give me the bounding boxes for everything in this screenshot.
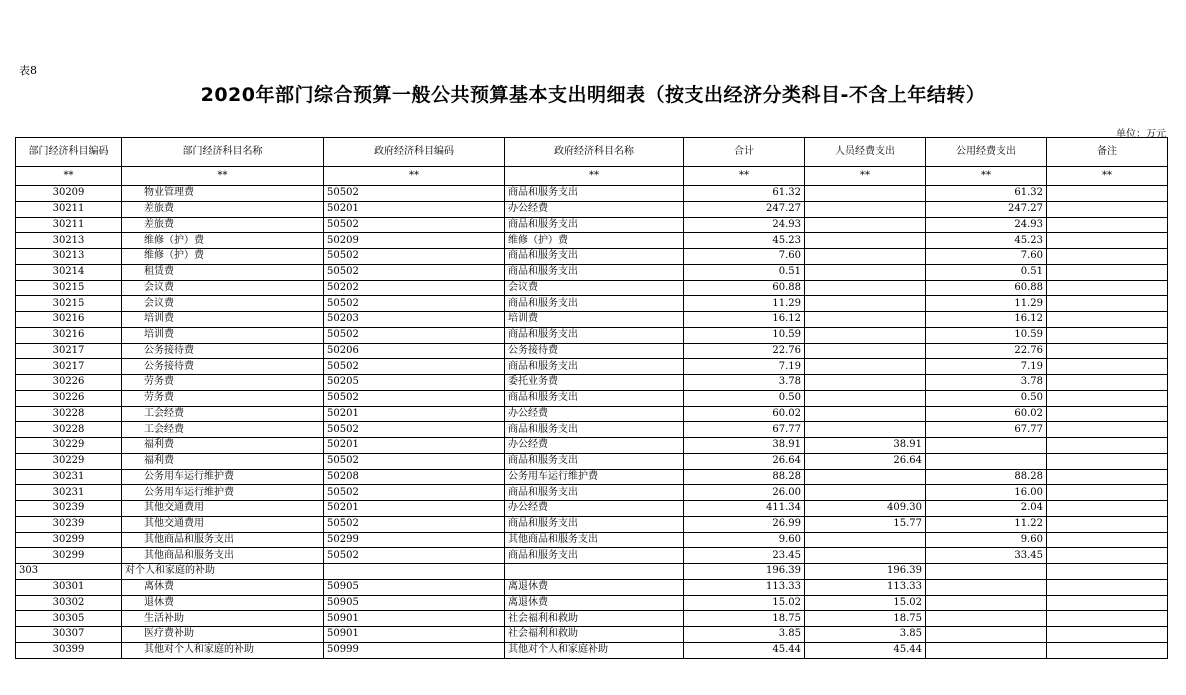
table-row [16, 485, 1168, 501]
dept-name-cell: 其他商品和服务支出 [122, 532, 324, 548]
personnel-cell: 18.75 [805, 611, 926, 627]
table-row [16, 501, 1168, 517]
personnel-cell [805, 201, 926, 217]
table-row [16, 438, 1168, 454]
public-cell: 2.04 [926, 501, 1047, 517]
header-note: 备注 [1047, 138, 1168, 167]
dept-name-cell: 物业管理费 [122, 186, 324, 202]
unit-label: 单位：万元 [1116, 129, 1166, 140]
dept-code-cell: 30213 [16, 249, 122, 265]
dept-code-cell: 30213 [16, 233, 122, 249]
dept-code-cell: 30239 [16, 516, 122, 532]
gov-name-cell: 委托业务费 [505, 375, 684, 391]
personnel-cell [805, 186, 926, 202]
dept-code-cell: 30217 [16, 343, 122, 359]
total-cell: 3.78 [684, 375, 805, 391]
public-cell: 24.93 [926, 217, 1047, 233]
table-row [16, 312, 1168, 328]
dept-name-cell: 差旅费 [122, 201, 324, 217]
personnel-cell [805, 485, 926, 501]
header-gov-code: 政府经济科目编码 [324, 138, 505, 167]
personnel-cell [805, 280, 926, 296]
personnel-cell: 196.39 [805, 564, 926, 580]
total-cell: 113.33 [684, 579, 805, 595]
dept-name-cell: 维修（护）费 [122, 249, 324, 265]
personnel-cell [805, 548, 926, 564]
document-title: 2020年部门综合预算一般公共预算基本支出明细表（按支出经济分类科目-不含上年结转） [200, 84, 986, 106]
dept-name-cell: 公务用车运行维护费 [122, 485, 324, 501]
dept-name-cell: 其他对个人和家庭的补助 [122, 642, 324, 658]
public-cell: 7.60 [926, 249, 1047, 265]
gov-code-cell: 50905 [324, 579, 505, 595]
note-cell [1047, 359, 1168, 375]
header-dept-code: 部门经济科目编码 [16, 138, 122, 167]
gov-name-cell: 商品和服务支出 [505, 390, 684, 406]
public-cell: 45.23 [926, 233, 1047, 249]
gov-name-cell: 商品和服务支出 [505, 264, 684, 280]
total-cell: 23.45 [684, 548, 805, 564]
gov-code-cell: 50502 [324, 548, 505, 564]
personnel-cell [805, 249, 926, 265]
gov-name-cell: 商品和服务支出 [505, 485, 684, 501]
dept-code-cell: 30239 [16, 501, 122, 517]
total-cell: 45.44 [684, 642, 805, 658]
note-cell [1047, 485, 1168, 501]
total-cell: 88.28 [684, 469, 805, 485]
table-number-label: 表8 [19, 64, 37, 77]
header-personnel: 人员经费支出 [805, 138, 926, 167]
gov-name-cell: 商品和服务支出 [505, 296, 684, 312]
note-cell [1047, 532, 1168, 548]
table-row [16, 390, 1168, 406]
gov-name-cell: 离退休费 [505, 595, 684, 611]
gov-code-cell: 50901 [324, 611, 505, 627]
gov-name-cell: 办公经费 [505, 438, 684, 454]
dept-code-cell: 30231 [16, 485, 122, 501]
total-cell: 3.85 [684, 627, 805, 643]
dept-code-cell: 30215 [16, 296, 122, 312]
gov-code-cell: 50905 [324, 595, 505, 611]
personnel-cell: 3.85 [805, 627, 926, 643]
note-cell [1047, 264, 1168, 280]
table-row [16, 469, 1168, 485]
public-cell: 10.59 [926, 327, 1047, 343]
expenditure-table [15, 137, 1168, 659]
dept-name-cell: 会议费 [122, 296, 324, 312]
placeholder-cell: ** [122, 167, 324, 186]
dept-code-cell: 30305 [16, 611, 122, 627]
personnel-cell [805, 264, 926, 280]
gov-code-cell: 50502 [324, 217, 505, 233]
personnel-cell [805, 359, 926, 375]
gov-name-cell: 办公经费 [505, 201, 684, 217]
dept-name-cell: 对个人和家庭的补助 [122, 564, 324, 580]
dept-name-cell: 租赁费 [122, 264, 324, 280]
personnel-cell [805, 532, 926, 548]
table-row [16, 375, 1168, 391]
gov-name-cell: 办公经费 [505, 406, 684, 422]
public-cell [926, 453, 1047, 469]
table-row [16, 186, 1168, 202]
public-cell: 7.19 [926, 359, 1047, 375]
dept-name-cell: 其他交通费用 [122, 516, 324, 532]
dept-code-cell: 30301 [16, 579, 122, 595]
personnel-cell [805, 390, 926, 406]
dept-code-cell: 30302 [16, 595, 122, 611]
personnel-cell [805, 217, 926, 233]
dept-name-cell: 培训费 [122, 312, 324, 328]
public-cell: 16.00 [926, 485, 1047, 501]
dept-name-cell: 其他交通费用 [122, 501, 324, 517]
gov-code-cell: 50206 [324, 343, 505, 359]
personnel-cell: 15.02 [805, 595, 926, 611]
gov-name-cell: 商品和服务支出 [505, 249, 684, 265]
personnel-cell [805, 233, 926, 249]
note-cell [1047, 611, 1168, 627]
placeholder-cell: ** [926, 167, 1047, 186]
gov-name-cell: 商品和服务支出 [505, 453, 684, 469]
dept-name-cell: 工会经费 [122, 422, 324, 438]
public-cell: 9.60 [926, 532, 1047, 548]
note-cell [1047, 501, 1168, 517]
dept-code-cell: 303 [16, 564, 122, 580]
gov-code-cell: 50208 [324, 469, 505, 485]
gov-name-cell: 商品和服务支出 [505, 217, 684, 233]
personnel-cell: 15.77 [805, 516, 926, 532]
gov-code-cell: 50999 [324, 642, 505, 658]
total-cell: 22.76 [684, 343, 805, 359]
public-cell: 61.32 [926, 186, 1047, 202]
gov-code-cell: 50205 [324, 375, 505, 391]
gov-code-cell: 50201 [324, 501, 505, 517]
gov-name-cell: 商品和服务支出 [505, 516, 684, 532]
table-row [16, 249, 1168, 265]
public-cell [926, 438, 1047, 454]
total-cell: 247.27 [684, 201, 805, 217]
public-cell [926, 642, 1047, 658]
note-cell [1047, 516, 1168, 532]
note-cell [1047, 201, 1168, 217]
dept-name-cell: 工会经费 [122, 406, 324, 422]
note-cell [1047, 564, 1168, 580]
dept-code-cell: 30216 [16, 327, 122, 343]
note-cell [1047, 233, 1168, 249]
table-row [16, 611, 1168, 627]
dept-code-cell: 30226 [16, 375, 122, 391]
personnel-cell [805, 343, 926, 359]
public-cell: 88.28 [926, 469, 1047, 485]
gov-code-cell: 50201 [324, 438, 505, 454]
personnel-cell [805, 375, 926, 391]
public-cell [926, 611, 1047, 627]
dept-code-cell: 30228 [16, 406, 122, 422]
total-cell: 18.75 [684, 611, 805, 627]
personnel-cell: 409.30 [805, 501, 926, 517]
personnel-cell [805, 406, 926, 422]
dept-name-cell: 生活补助 [122, 611, 324, 627]
total-cell: 10.59 [684, 327, 805, 343]
placeholder-cell: ** [684, 167, 805, 186]
total-cell: 11.29 [684, 296, 805, 312]
table-row [16, 595, 1168, 611]
total-cell: 0.50 [684, 390, 805, 406]
total-cell: 26.99 [684, 516, 805, 532]
dept-name-cell: 公务接待费 [122, 359, 324, 375]
public-cell [926, 627, 1047, 643]
dept-code-cell: 30229 [16, 453, 122, 469]
dept-name-cell: 公务用车运行维护费 [122, 469, 324, 485]
gov-name-cell: 办公经费 [505, 501, 684, 517]
gov-name-cell: 其他商品和服务支出 [505, 532, 684, 548]
table-row [16, 516, 1168, 532]
note-cell [1047, 296, 1168, 312]
personnel-cell: 26.64 [805, 453, 926, 469]
total-cell: 26.64 [684, 453, 805, 469]
dept-code-cell: 30214 [16, 264, 122, 280]
placeholder-cell: ** [16, 167, 122, 186]
gov-code-cell: 50209 [324, 233, 505, 249]
dept-name-cell: 其他商品和服务支出 [122, 548, 324, 564]
dept-code-cell: 30211 [16, 201, 122, 217]
table-row [16, 406, 1168, 422]
gov-name-cell: 其他对个人和家庭补助 [505, 642, 684, 658]
dept-name-cell: 劳务费 [122, 375, 324, 391]
dept-code-cell: 30228 [16, 422, 122, 438]
public-cell: 60.88 [926, 280, 1047, 296]
placeholder-cell: ** [505, 167, 684, 186]
dept-code-cell: 30216 [16, 312, 122, 328]
gov-code-cell [324, 564, 505, 580]
dept-name-cell: 劳务费 [122, 390, 324, 406]
table-row [16, 217, 1168, 233]
personnel-cell [805, 327, 926, 343]
table-row [16, 532, 1168, 548]
total-cell: 7.60 [684, 249, 805, 265]
total-cell: 9.60 [684, 532, 805, 548]
gov-code-cell: 50502 [324, 186, 505, 202]
placeholder-cell: ** [1047, 167, 1168, 186]
table-row [16, 548, 1168, 564]
public-cell [926, 564, 1047, 580]
note-cell [1047, 579, 1168, 595]
total-cell: 61.32 [684, 186, 805, 202]
dept-code-cell: 30299 [16, 532, 122, 548]
gov-name-cell: 商品和服务支出 [505, 422, 684, 438]
public-cell: 33.45 [926, 548, 1047, 564]
dept-name-cell: 维修（护）费 [122, 233, 324, 249]
note-cell [1047, 548, 1168, 564]
placeholder-row [16, 167, 1168, 186]
public-cell: 11.22 [926, 516, 1047, 532]
total-cell: 7.19 [684, 359, 805, 375]
dept-code-cell: 30215 [16, 280, 122, 296]
gov-name-cell: 社会福利和救助 [505, 627, 684, 643]
table-row [16, 579, 1168, 595]
personnel-cell [805, 296, 926, 312]
note-cell [1047, 217, 1168, 233]
dept-name-cell: 医疗费补助 [122, 627, 324, 643]
note-cell [1047, 453, 1168, 469]
placeholder-cell: ** [324, 167, 505, 186]
total-cell: 60.88 [684, 280, 805, 296]
table-row [16, 453, 1168, 469]
public-cell: 3.78 [926, 375, 1047, 391]
dept-name-cell: 公务接待费 [122, 343, 324, 359]
note-cell [1047, 280, 1168, 296]
total-cell: 196.39 [684, 564, 805, 580]
gov-code-cell: 50203 [324, 312, 505, 328]
personnel-cell [805, 469, 926, 485]
note-cell [1047, 343, 1168, 359]
personnel-cell [805, 422, 926, 438]
note-cell [1047, 422, 1168, 438]
total-cell: 24.93 [684, 217, 805, 233]
note-cell [1047, 312, 1168, 328]
gov-code-cell: 50502 [324, 453, 505, 469]
gov-code-cell: 50502 [324, 264, 505, 280]
gov-name-cell: 商品和服务支出 [505, 327, 684, 343]
public-cell: 60.02 [926, 406, 1047, 422]
gov-code-cell: 50502 [324, 327, 505, 343]
dept-name-cell: 退休费 [122, 595, 324, 611]
total-cell: 15.02 [684, 595, 805, 611]
note-cell [1047, 627, 1168, 643]
note-cell [1047, 390, 1168, 406]
total-cell: 26.00 [684, 485, 805, 501]
public-cell: 16.12 [926, 312, 1047, 328]
total-cell: 45.23 [684, 233, 805, 249]
gov-code-cell: 50502 [324, 296, 505, 312]
header-gov-name: 政府经济科目名称 [505, 138, 684, 167]
public-cell: 11.29 [926, 296, 1047, 312]
public-cell: 22.76 [926, 343, 1047, 359]
table-row [16, 642, 1168, 658]
table-row [16, 296, 1168, 312]
dept-name-cell: 福利费 [122, 438, 324, 454]
gov-code-cell: 50201 [324, 406, 505, 422]
note-cell [1047, 595, 1168, 611]
header-public: 公用经费支出 [926, 138, 1047, 167]
dept-code-cell: 30231 [16, 469, 122, 485]
placeholder-cell: ** [805, 167, 926, 186]
gov-name-cell: 商品和服务支出 [505, 186, 684, 202]
gov-name-cell: 培训费 [505, 312, 684, 328]
note-cell [1047, 642, 1168, 658]
gov-name-cell: 商品和服务支出 [505, 359, 684, 375]
total-cell: 0.51 [684, 264, 805, 280]
gov-code-cell: 50502 [324, 390, 505, 406]
table-row [16, 422, 1168, 438]
public-cell: 67.77 [926, 422, 1047, 438]
gov-code-cell: 50502 [324, 422, 505, 438]
dept-name-cell: 会议费 [122, 280, 324, 296]
gov-name-cell: 社会福利和救助 [505, 611, 684, 627]
table-row [16, 233, 1168, 249]
gov-name-cell [505, 564, 684, 580]
table-row [16, 280, 1168, 296]
gov-name-cell: 会议费 [505, 280, 684, 296]
header-dept-name: 部门经济科目名称 [122, 138, 324, 167]
note-cell [1047, 375, 1168, 391]
gov-name-cell: 公务用车运行维护费 [505, 469, 684, 485]
header-total: 合计 [684, 138, 805, 167]
table-row [16, 201, 1168, 217]
gov-code-cell: 50901 [324, 627, 505, 643]
group-row [16, 564, 1168, 580]
table-row [16, 343, 1168, 359]
gov-name-cell: 离退休费 [505, 579, 684, 595]
table-row [16, 627, 1168, 643]
public-cell [926, 595, 1047, 611]
dept-code-cell: 30399 [16, 642, 122, 658]
personnel-cell: 45.44 [805, 642, 926, 658]
gov-code-cell: 50202 [324, 280, 505, 296]
total-cell: 67.77 [684, 422, 805, 438]
public-cell [926, 579, 1047, 595]
table-row [16, 359, 1168, 375]
gov-code-cell: 50299 [324, 532, 505, 548]
dept-code-cell: 30299 [16, 548, 122, 564]
dept-code-cell: 30211 [16, 217, 122, 233]
gov-code-cell: 50502 [324, 249, 505, 265]
note-cell [1047, 406, 1168, 422]
header-row [16, 138, 1168, 167]
personnel-cell: 38.91 [805, 438, 926, 454]
note-cell [1047, 249, 1168, 265]
dept-name-cell: 差旅费 [122, 217, 324, 233]
table-row [16, 327, 1168, 343]
public-cell: 247.27 [926, 201, 1047, 217]
total-cell: 38.91 [684, 438, 805, 454]
dept-code-cell: 30217 [16, 359, 122, 375]
public-cell: 0.51 [926, 264, 1047, 280]
public-cell: 0.50 [926, 390, 1047, 406]
note-cell [1047, 327, 1168, 343]
gov-code-cell: 50201 [324, 201, 505, 217]
dept-code-cell: 30209 [16, 186, 122, 202]
personnel-cell: 113.33 [805, 579, 926, 595]
dept-name-cell: 福利费 [122, 453, 324, 469]
dept-code-cell: 30229 [16, 438, 122, 454]
dept-name-cell: 培训费 [122, 327, 324, 343]
gov-code-cell: 50502 [324, 359, 505, 375]
note-cell [1047, 186, 1168, 202]
note-cell [1047, 469, 1168, 485]
gov-name-cell: 商品和服务支出 [505, 548, 684, 564]
gov-code-cell: 50502 [324, 516, 505, 532]
dept-code-cell: 30307 [16, 627, 122, 643]
gov-name-cell: 公务接待费 [505, 343, 684, 359]
table-row [16, 264, 1168, 280]
note-cell [1047, 438, 1168, 454]
dept-name-cell: 离休费 [122, 579, 324, 595]
gov-code-cell: 50502 [324, 485, 505, 501]
total-cell: 411.34 [684, 501, 805, 517]
personnel-cell [805, 312, 926, 328]
gov-name-cell: 维修（护）费 [505, 233, 684, 249]
dept-code-cell: 30226 [16, 390, 122, 406]
total-cell: 60.02 [684, 406, 805, 422]
total-cell: 16.12 [684, 312, 805, 328]
